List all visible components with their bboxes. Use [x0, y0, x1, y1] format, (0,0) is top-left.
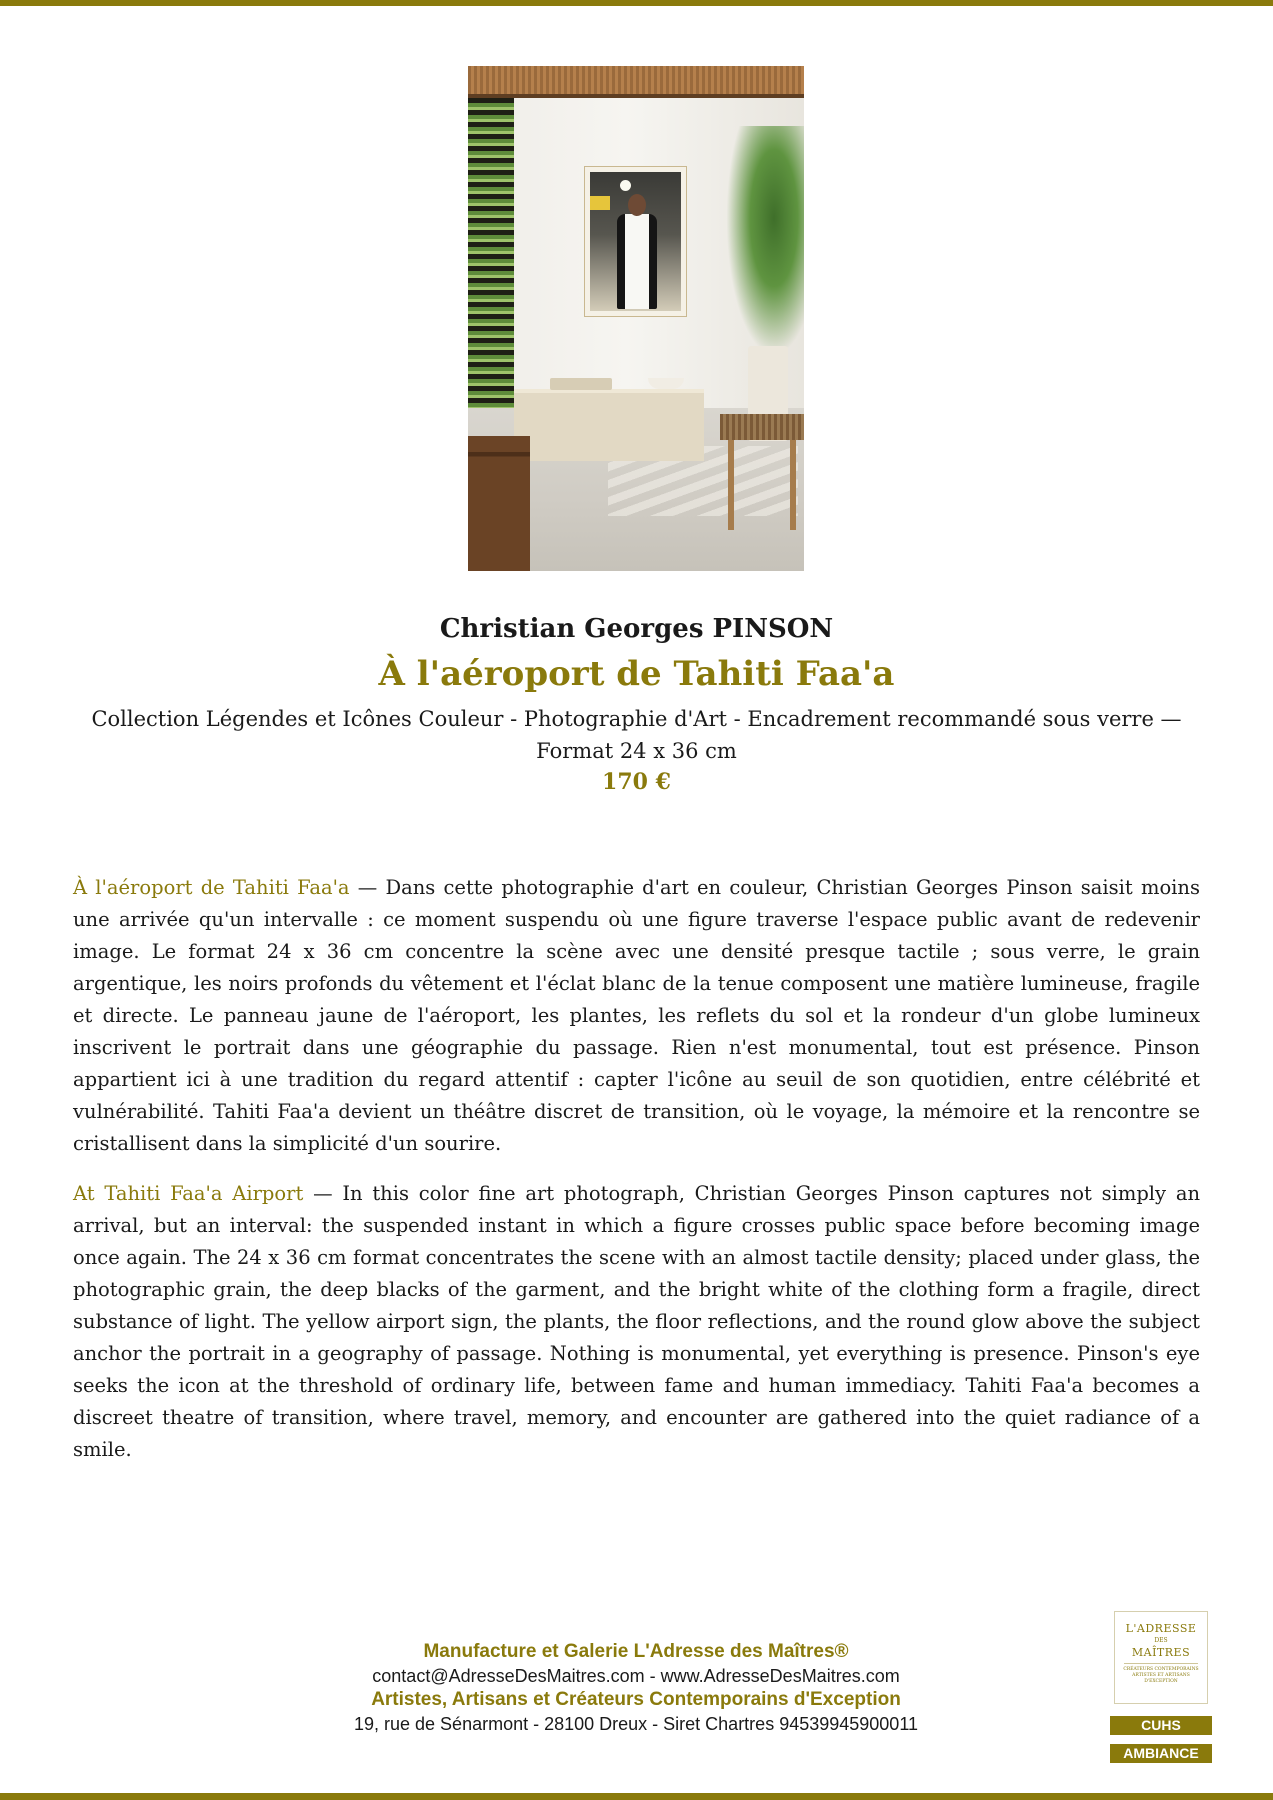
footer-address: 19, rue de Sénarmont - 28100 Dreux - Siret Chartres 94539945900011 [353, 1714, 919, 1734]
footer-gallery-name: Manufacture et Galerie L'Adresse des Maîtres® [423, 1641, 849, 1662]
portrait-print [590, 172, 681, 311]
artwork-price: 170 € [602, 769, 671, 795]
description-french [73, 872, 1200, 1160]
artwork-subtitle: Collection Légendes et Icônes Couleur - Photographie d'Art - Encadrement recommandé sous verre — Format 24 x 36 cm [91, 707, 1182, 763]
logo-line-1: L'ADRESSE [1125, 1622, 1197, 1635]
footer-contact: contact@AdresseDesMaitres.com - www.AdresseDesMaitres.com [372, 1666, 900, 1686]
description-english-text: — In this color fine art photograph, Christian Georges Pinson captures not simply an arrival, but an interval: the suspended instant in which a figure crosses public space before becoming image once again. The 24 x 36 cm format concentrates the scene with an almost tactile density; placed under glass, the photographic grain, the deep blacks of the garment, and the bright white of the clothing form a fragile, direct substance of light. The yellow airport sign, the plants, the floor reflections, and the round glow above the subject anchor the portrait in a geography of passage. Nothing is monumental, yet everything is presence. Pinson's eye seeks the icon at the threshold of ordinary life, between fame and human immediacy. Tahiti Faa'a becomes a discreet theatre of transition, where travel, memory, and encounter are gathered into the quiet radiance of a smile. [73, 1182, 1201, 1461]
portrait-yellow-sign [590, 196, 610, 210]
photo-palm-plant [726, 126, 804, 356]
artwork-room-photo [468, 66, 804, 571]
photo-stone-bench [514, 389, 704, 461]
photo-ceiling [468, 66, 804, 98]
footer-tagline: Artistes, Artisans et Créateurs Contemporains d'Exception [371, 1689, 901, 1710]
framed-portrait [584, 166, 687, 317]
portrait-figure-body [617, 214, 657, 309]
description-english-lead: At Tahiti Faa'a Airport [73, 1182, 304, 1205]
artist-name: Christian Georges PINSON [439, 614, 834, 644]
photo-bowl [648, 378, 684, 389]
photo-open-book [550, 378, 612, 390]
description-french-lead: À l'aéroport de Tahiti Faa'a [73, 876, 350, 899]
logo-divider [1124, 1663, 1198, 1664]
portrait-figure-head [628, 194, 646, 216]
badge-cuhs: CUHS [1110, 1716, 1212, 1735]
logo-line-3: MAÎTRES [1131, 1646, 1191, 1659]
description-french-text: — Dans cette photographie d'art en couleur, Christian Georges Pinson saisit moins une arrivée qu'un intervalle : ce moment suspendu où une figure traverse l'espace public avant de redevenir image. Le format 24 x 36 cm concentre la scène avec une densité presque tactile ; sous verre, le grain argentique, les noirs profonds du vêtement et l'éclat blanc de la tenue composent une matière lumineuse, fragile et directe. Le panneau jaune de l'aéroport, les plantes, les reflets du sol et la rondeur d'un globe lumineux inscrivent le portrait dans une géographie du passage. Rien n'est monumental, tout est présence. Pinson appartient ici à une tradition du regard attentif : capter l'icône au seuil de son quotidien, entre célébrité et vulnérabilité. Tahiti Faa'a devient un théâtre discret de transition, où le voyage, la mémoire et la rencontre se cristallisent dans la simplicité d'un sourire. [73, 876, 1200, 1155]
logo-line-2: DES [1154, 1637, 1168, 1644]
footer [240, 1640, 1032, 1736]
logo-line-4: CRÉATEURS CONTEMPORAINS ARTISTES ET ARTISANS D'EXCEPTION [1123, 1667, 1199, 1684]
photo-wooden-chest [468, 436, 530, 571]
top-accent-bar [0, 0, 1273, 6]
badge-ambiance: AMBIANCE [1110, 1744, 1212, 1763]
photo-wooden-stool [720, 414, 804, 440]
description-english [73, 1178, 1200, 1466]
bottom-accent-bar [0, 1793, 1273, 1800]
gallery-logo [1114, 1611, 1208, 1704]
artwork-title: À l'aéroport de Tahiti Faa'a [378, 654, 895, 694]
portrait-globe-light [620, 180, 631, 191]
